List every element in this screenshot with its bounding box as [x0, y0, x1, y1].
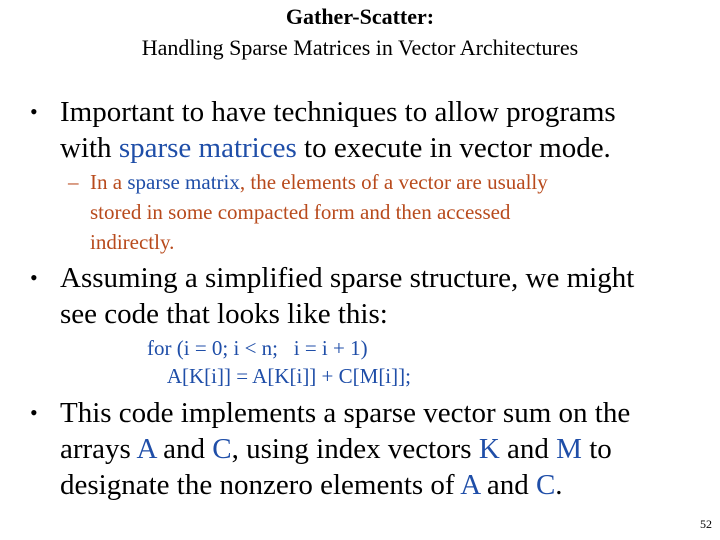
bullet-2-line2: see code that looks like this:	[60, 298, 388, 330]
code-block	[147, 334, 411, 390]
bullet-1-text-b: to execute in vector mode.	[296, 132, 611, 164]
bullet-1-text-a: with	[60, 132, 119, 164]
b3-var-c: C	[535, 469, 556, 501]
b3-text: and	[155, 433, 213, 465]
bullet-marker: •	[30, 400, 38, 425]
sub-text-a: In a	[90, 170, 128, 194]
page-number: 52	[700, 517, 712, 531]
bullet-3-text	[60, 395, 700, 503]
sub-text-c: stored in some compacted form and then accessed	[90, 200, 511, 224]
b3-text: and	[499, 433, 557, 465]
slide-title: Gather-Scatter:	[285, 4, 435, 29]
b3-text: designate the nonzero elements of	[60, 469, 461, 501]
b3-var-a: A	[460, 469, 480, 501]
bullet-1-line1: Important to have techniques to allow programs	[60, 96, 616, 128]
slide-subtitle: Handling Sparse Matrices in Vector Architectures	[141, 35, 579, 60]
bullet-marker: •	[30, 99, 38, 124]
bullet-3-line1: This code implements a sparse vector sum on the	[60, 397, 631, 429]
b3-var-k: K	[478, 433, 500, 465]
dash-marker: –	[68, 170, 79, 194]
sub-highlight: sparse matrix	[127, 170, 240, 194]
sub-text-b: , the elements of a vector are usually	[239, 170, 548, 194]
bullet-1-text	[60, 94, 700, 166]
bullet-2-text	[60, 260, 700, 332]
sub-bullet-1-text	[90, 167, 700, 257]
b3-var-m: M	[556, 433, 582, 465]
bullet-marker: •	[30, 265, 38, 290]
b3-text: arrays	[60, 433, 137, 465]
bullet-2-line1: Assuming a simplified sparse structure, we might	[60, 262, 635, 294]
b3-text: , using index vectors	[231, 433, 479, 465]
b3-text: and	[479, 469, 536, 501]
b3-text: to	[581, 433, 612, 465]
code-line-2: A[K[i]] = A[K[i]] + C[M[i]];	[147, 364, 411, 388]
bullet-1-highlight: sparse matrices	[118, 132, 297, 164]
b3-text: .	[555, 469, 563, 501]
code-line-1: for (i = 0; i < n; i = i + 1)	[147, 336, 368, 360]
sub-text-d: indirectly.	[90, 230, 175, 254]
b3-var-c: C	[212, 433, 232, 465]
b3-var-a: A	[136, 433, 156, 465]
